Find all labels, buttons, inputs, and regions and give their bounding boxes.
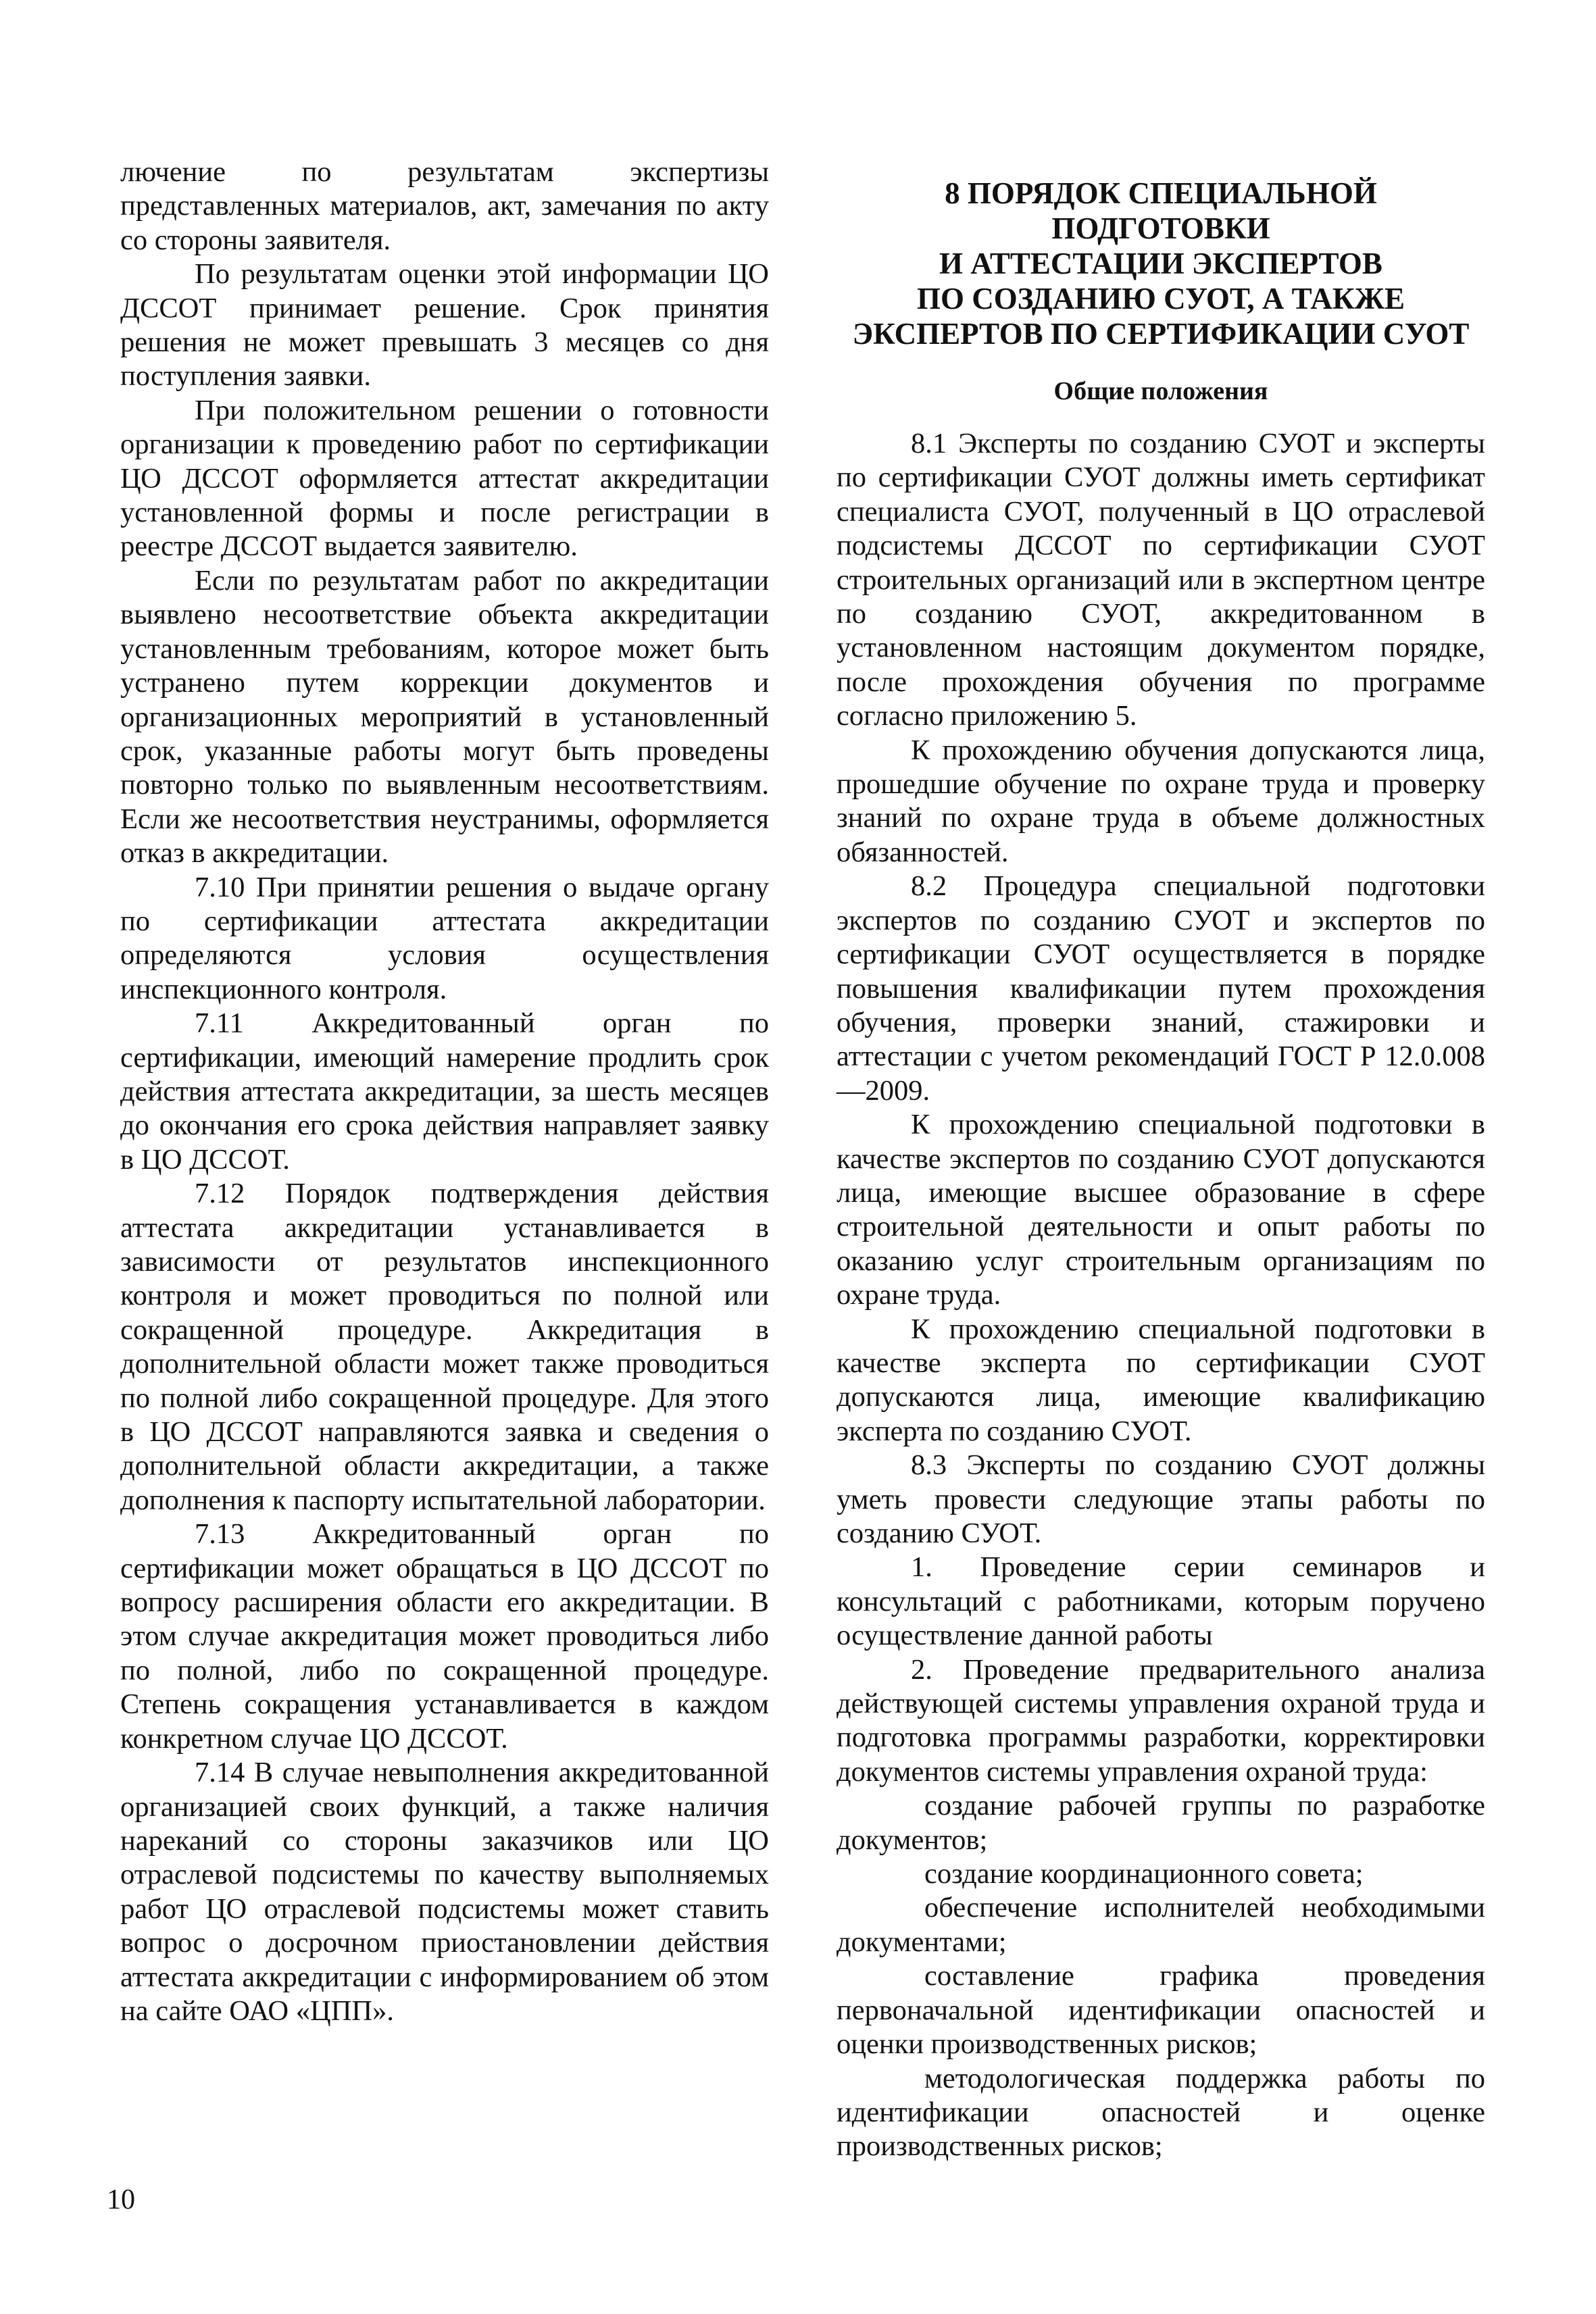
right-column [837, 161, 1485, 2164]
paragraph: К прохождению специальной подготовки в качестве экспертов по созданию СУОТ допускаются лица, имеющие высшее образование в сфере строительной деятельности и опыт работы по оказанию услуг строительным организациям по охране труда. [837, 1109, 1485, 1311]
sub-list-item: методологическая поддержка работы по идентификации опасностей и оценке производственных рисков; [837, 2062, 1485, 2163]
section-title [837, 176, 1485, 351]
paragraph: По результатам оценки этой информации ЦО ДССОТ принимает решение. Срок принятия решения не может превышать 3 месяцев со дня поступления заявки. [120, 258, 769, 393]
list-item: 2. Проведение предварительного анализа действующей системы управления охраной труда и подготовка программы разработки, корректировки документов системы управления охраной труда: [837, 1653, 1485, 1788]
paragraph-7-12: 7.12 Порядок подтверждения действия аттестата аккредитации устанавливается в зависимости от результатов инспекционного контроля и может проводиться по полной или сокращенной процедуре. Аккредитация в дополнительной области может также проводиться по полной либо сокращенной процедуре. Для этого в ЦО ДССОТ направляются заявка и сведения о дополнительной области аккредитации, а также дополнения к паспорту испытательной лаборатории. [120, 1178, 769, 1516]
paragraph: При положительном решении о готовности организации к проведению работ по сертификации ЦО ДССОТ оформляется аттестат аккредитации установленной формы и после регистрации в реестре ДССОТ выдается заявителю. [120, 394, 769, 563]
paragraph-7-13: 7.13 Аккредитованный орган по сертификации может обращаться в ЦО ДССОТ по вопросу расширения области его аккредитации. В этом случае аккредитация может проводиться либо по полной, либо по сокращенной процедуре. Степень сокращения устанавливается в каждом конкретном случае ЦО ДССОТ. [120, 1518, 769, 1755]
sub-list-item: обеспечение исполнителей необходимыми документами; [837, 1892, 1485, 1958]
paragraph-8-3: 8.3 Эксперты по созданию СУОТ должны уметь провести следующие этапы работы по созданию СУОТ. [837, 1449, 1485, 1549]
left-column [120, 155, 769, 2028]
list-item: 1. Проведение серии семинаров и консультаций с работниками, которым поручено осуществление данной работы [837, 1551, 1485, 1652]
subsection-title: Общие положения [1053, 377, 1268, 405]
sub-list-item: создание координационного совета; [924, 1858, 1364, 1890]
paragraph: К прохождению специальной подготовки в качестве эксперта по сертификации СУОТ допускаются лица, имеющие квалификацию эксперта по созданию СУОТ. [837, 1313, 1485, 1447]
section-title-line: ПО СОЗДАНИЮ СУОТ, А ТАКЖЕ [917, 282, 1405, 316]
section-title-line: ЭКСПЕРТОВ ПО СЕРТИФИКАЦИИ СУОТ [852, 317, 1470, 351]
paragraph-8-1: 8.1 Эксперты по созданию СУОТ и эксперты по сертификации СУОТ должны иметь сертификат специалиста СУОТ, полученный в ЦО отраслевой подсистемы ДССОТ по сертификации СУОТ строительных организаций или в экспертном центре по созданию СУОТ, аккредитованном в установленном настоящим документом порядке, после прохождения обучения по программе согласно приложению 5. [837, 428, 1485, 732]
section-title-line: И АТТЕСТАЦИИ ЭКСПЕРТОВ [939, 247, 1382, 280]
paragraph-7-10: 7.10 При принятии решения о выдаче органу по сертификации аттестата аккредитации определяются условия осуществления инспекционного контроля. [120, 871, 769, 1005]
paragraph-8-2: 8.2 Процедура специальной подготовки экспертов по созданию СУОТ и экспертов по сертификации СУОТ осуществляется в порядке повышения квалификации путем прохождения обучения, проверки знаний, стажировки и аттестации с учетом рекомендаций ГОСТ Р 12.0.008—2009. [837, 870, 1485, 1107]
paragraph: лючение по результатам экспертизы представленных материалов, акт, замечания по акту со стороны заявителя. [120, 156, 769, 256]
section-title-line: 8 ПОРЯДОК СПЕЦИАЛЬНОЙ ПОДГОТОВКИ [945, 176, 1377, 245]
paragraph-7-14: 7.14 В случае невыполнения аккредитованной организацией своих функций, а также наличия нареканий со стороны заказчиков или ЦО отраслевой подсистемы по качеству выполняемых работ ЦО отраслевой подсистемы может ставить вопрос о досрочном приостановлении действия аттестата аккредитации с информированием об этом на сайте ОАО «ЦПП». [120, 1757, 769, 2027]
sub-list-item: создание рабочей группы по разработке документов; [837, 1790, 1485, 1856]
paragraph: К прохождению обучения допускаются лица, прошедшие обучение по охране труда и проверку знаний по охране труда в объеме должностных обязанностей. [837, 734, 1485, 868]
paragraph: Если по результатам работ по аккредитации выявлено несоответствие объекта аккредитации установленным требованиям, которое может быть устранено путем коррекции документов и организационных мероприятий в установленный срок, указанные работы могут быть проведены повторно только по выявленным несоответствиям. Если же несоответствия неустранимы, оформляется отказ в аккредитации. [120, 564, 769, 870]
sub-list-item: составление графика проведения первоначальной идентификации опасностей и оценки производственных рисков; [837, 1960, 1485, 2061]
page-number: 10 [107, 2184, 135, 2215]
paragraph-7-11: 7.11 Аккредитованный орган по сертификации, имеющий намерение продлить срок действия аттестата аккредитации, за шесть месяцев до окончания его срока действия направляет заявку в ЦО ДССОТ. [120, 1007, 769, 1176]
